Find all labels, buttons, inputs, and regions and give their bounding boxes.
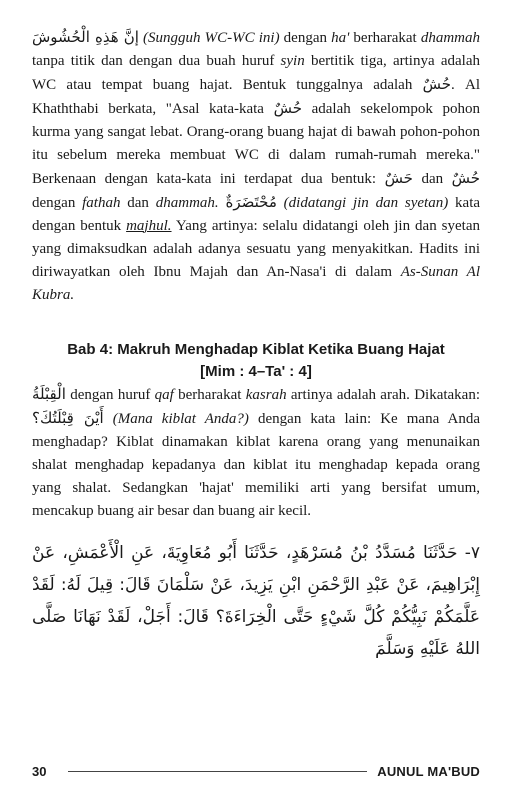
running-title: AUNUL MA'BUD	[377, 763, 480, 779]
text-run	[277, 195, 284, 211]
hadith-arabic-text: ٧- حَدَّثَنَا مُسَدَّدُ بْنُ مُسَرْهَدٍ، حَدَّثَنَا أَبُو مُعَاوِيَةَ، عَنِ الْأَعْمَشِ، عَنْ إِبْرَاهِيمَ، عَنْ عَبْدِ الرَّحْمَنِ ابْنِ يَزِيدَ، عَنْ سَلْمَانَ قَالَ: قِيلَ لَهُ: لَقَدْ عَلَّمَكُمْ نَبِيُّكُمْ كُلَّ شَيْءٍ حَتَّى الْخِرَاءَةَ؟ قَالَ: أَجَلْ، لَقَدْ نَهَانَا صَلَّى اللهُ عَلَيْهِ وَسَلَّمَ	[32, 543, 480, 659]
text-run: berharakat	[173, 387, 246, 403]
page-number: 30	[32, 763, 47, 779]
text-run: dengan kata lain: Ke mana Anda menghadap? Kiblat dinamakan kiblat karena orang yang menunaikan shalat menghadap kepadanya dan kiblat itu menghadap kepada orang yang shalat. Sedangkan 'hajat' memiliki arti yang bersifat umum, mencakup buang air besar dan buang air kecil.	[32, 411, 480, 519]
italic-term: qaf	[154, 387, 174, 403]
text-run: dengan	[279, 30, 332, 46]
text-run: tanpa titik dan dengan dua buah huruf	[32, 53, 281, 69]
text-run: berharakat	[349, 30, 421, 46]
arabic-term: حُشٌ	[451, 169, 480, 187]
text-run: dan	[120, 195, 156, 211]
page-footer	[32, 762, 480, 780]
text-run: dengan huruf	[65, 387, 155, 403]
chapter-reference: [Mim : 4–Ta' : 4]	[200, 363, 312, 380]
arabic-term: الْقِبْلَةُ	[32, 385, 66, 403]
arabic-term: مُحْتَضَرَةٌ	[225, 193, 277, 211]
text-run: artinya adalah arah. Dikatakan:	[286, 387, 480, 403]
italic-term: syin	[280, 53, 305, 69]
arabic-term: حُشٌ	[422, 75, 451, 93]
text-run: dengan	[32, 195, 83, 211]
italic-term: kasrah	[245, 387, 287, 403]
text-run: adalah sekelompok pohon kurma yang sangat lebat. Orang-orang buang hajat di bawah pohon-pohon itu sebelum mereka membuat WC di dalam rumah-rumah mereka." Berkenaan dengan kata-kata ini terdapat dua bentuk:	[32, 101, 480, 187]
text-run: kata dengan bentuk	[32, 195, 481, 234]
arabic-term: أَيْنَ قِبْلَتُكَ؟	[32, 409, 104, 427]
text-run: bertitik tiga, artinya adalah WC atau tempat buang hajat. Bentuk tunggalnya adalah	[32, 53, 480, 93]
text-run: Yang artinya: selalu didatangi oleh jin dan syetan yang dimaksudkan adalah adanya sesuatu yang menyakitkan. Hadits ini diriwayatkan oleh Ibnu Majah dan An-Nasa'i di dalam	[32, 218, 480, 280]
arabic-term: حَشٌ	[384, 169, 413, 187]
arabic-term: إنَّ هَذِهِ الْحُشُوشَ	[32, 28, 139, 46]
italic-term: dhammah.	[155, 195, 219, 211]
italic-term: majhul.	[126, 218, 172, 234]
italic-term: fathah	[82, 195, 121, 211]
italic-term: dhammah	[420, 30, 480, 46]
text-run: dan	[412, 171, 452, 187]
arabic-term: حُشٌ	[273, 99, 302, 117]
translation: (Sungguh WC-WC ini)	[138, 30, 280, 46]
translation: (Mana kiblat Anda?)	[112, 411, 249, 427]
italic-term: ha'	[331, 30, 350, 46]
text-run	[104, 411, 113, 427]
commentary-paragraph-2	[32, 383, 480, 523]
chapter-heading	[32, 339, 480, 383]
chapter-title: Bab 4: Makruh Menghadap Kiblat Ketika Buang Hajat	[67, 341, 445, 358]
commentary-paragraph-1	[32, 26, 480, 307]
footer-rule	[68, 771, 367, 772]
page-body	[32, 26, 480, 665]
translation: (didatangi jin dan syetan)	[283, 195, 449, 211]
text-run: . Al Khaththabi berkata, "Asal kata-kata	[32, 77, 480, 117]
book-title: As-Sunan Al Kubra.	[32, 264, 480, 303]
